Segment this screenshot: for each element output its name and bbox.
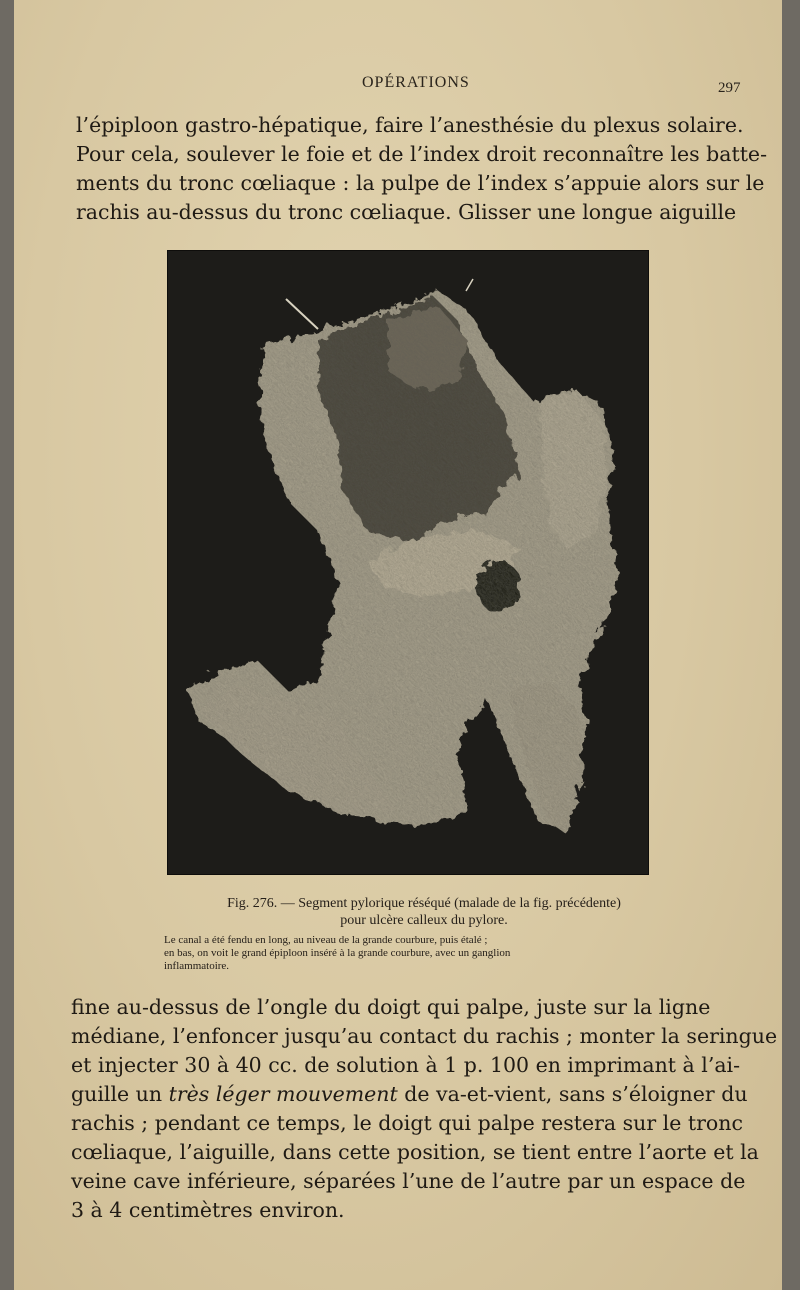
text-line: [71, 1080, 748, 1109]
note-line: inflammatoire.: [164, 960, 230, 972]
figure-caption: [164, 895, 684, 973]
text-line: rachis ; pendant ce temps, le doigt qui palpe restera sur le tronc: [71, 1111, 743, 1135]
book-page: [14, 0, 782, 1290]
text-segment: de va-et-vient, sans s’éloigner du: [397, 1082, 748, 1106]
caption-line: pour ulcère calleux du pylore.: [340, 913, 508, 928]
italic-emphasis: très léger mouvement: [168, 1082, 398, 1106]
text-line: Pour cela, soulever le foie et de l’index droit reconnaître les batte-: [76, 142, 767, 166]
caption-note: [164, 934, 684, 973]
page-number: 297: [718, 80, 741, 96]
text-line: cœliaque, l’aiguille, dans cette position, se tient entre l’aorte et la: [71, 1140, 759, 1164]
caption-line: Fig. 276. — Segment pylorique réséqué (malade de la fig. précédente): [227, 896, 621, 911]
text-line: ments du tronc cœliaque : la pulpe de l’index s’appuie alors sur le: [76, 171, 765, 195]
text-line: médiane, l’enfoncer jusqu’au contact du rachis ; monter la seringue: [71, 1024, 778, 1048]
paragraph-bottom: [71, 993, 778, 1225]
running-title: OPÉRATIONS: [362, 74, 470, 91]
text-line: rachis au-dessus du tronc cœliaque. Glisser une longue aiguille: [76, 200, 737, 224]
caption-title: [164, 895, 684, 929]
text-segment: guille un: [71, 1082, 169, 1106]
note-line: en bas, on voit le grand épiploon inséré à la grande courbure, avec un ganglion: [164, 947, 511, 959]
text-line: fine au-dessus de l’ongle du doigt qui palpe, juste sur la ligne: [71, 995, 711, 1019]
paragraph-top: [76, 111, 767, 227]
specimen-photograph: [167, 250, 649, 875]
note-line: Le canal a été fendu en long, au niveau de la grande courbure, puis étalé ;: [164, 934, 488, 946]
text-line: veine cave inférieure, séparées l’une de l’autre par un espace de: [71, 1169, 746, 1193]
text-line: l’épiploon gastro-hépatique, faire l’anesthésie du plexus solaire.: [76, 113, 744, 137]
text-line: et injecter 30 à 40 cc. de solution à 1 p. 100 en imprimant à l’ai-: [71, 1053, 741, 1077]
text-line: 3 à 4 centimètres environ.: [71, 1198, 345, 1222]
specimen-image: [168, 251, 648, 874]
